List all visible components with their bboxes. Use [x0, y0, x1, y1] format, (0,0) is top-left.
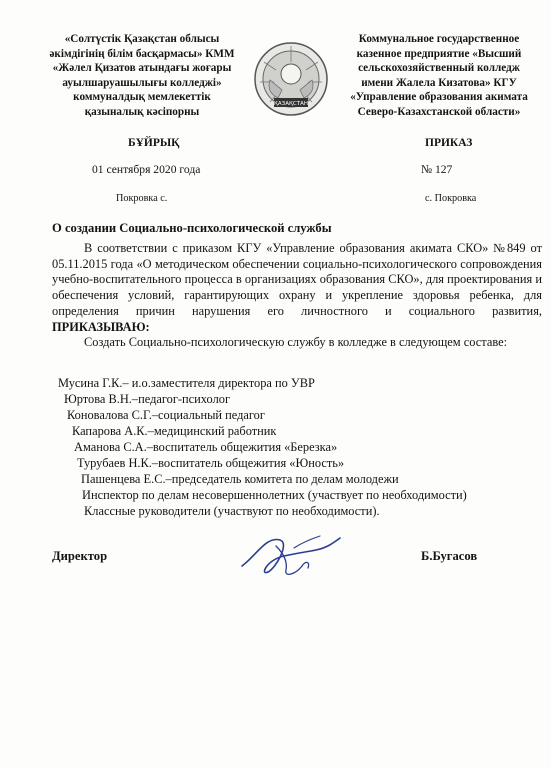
order-date: 01 сентября 2020 года: [92, 163, 201, 176]
composition-paragraph: Создать Социально-психологическую службу в колледже в следующем составе:: [84, 335, 508, 350]
header-right-line: Коммунальное государственное: [358, 33, 520, 45]
order-label-ru: ПРИКАЗ: [425, 137, 473, 149]
header-left-line: коммуналдық мемлекеттік: [73, 91, 211, 103]
header-left-org: [44, 32, 240, 119]
preamble-paragraph: [52, 241, 542, 335]
place-right: с. Покровка: [425, 193, 477, 204]
preamble-text: В соответствии с приказом КГУ «Управление образования акимата СКО» №849 от 05.11.2015 года «О методическом обеспечении социально-психологического сопровождения учебно-воспитательного процесса в организациях образования СКО», для проектирования и обеспечения условий, гарантирующих охрану и укрепление здоровья ребенка, для определения причин нарушения его личностного и социального развития,: [52, 241, 542, 318]
member-item: Мусина Г.К.– и.о.заместителя директора по УВР: [58, 376, 315, 390]
header-left-line: «Солтүстік Қазақстан облысы: [64, 33, 220, 45]
header-right-line: имени Жалела Кизатова» КГУ: [361, 76, 517, 89]
header-right-line: сельскохозяйственный колледж: [358, 62, 520, 74]
member-item: Пашенцева Е.С.–председатель комитета по делам молодежи: [81, 472, 399, 486]
header-left-line: «Жәлел Қизатов атындағы жоғары: [52, 62, 232, 74]
header-left-line: қазыналық кәсіпорны: [84, 105, 200, 118]
header-right-line: Северо-Казахстанской области»: [357, 105, 521, 118]
member-item: Капарова А.К.–медицинский работник: [72, 424, 277, 438]
signature-name: Б.Бугасов: [421, 549, 478, 563]
place-left: Покровка с.: [116, 193, 168, 204]
header-right-line: казенное предприятие «Высший: [356, 47, 522, 60]
order-body: [52, 241, 542, 351]
member-item: Турубаев Н.К.–воспитатель общежития «Юность»: [77, 456, 345, 470]
member-item: Классные руководители (участвуют по необходимости).: [84, 504, 380, 518]
header-left-line: ауылшаруашылығы колледжі»: [62, 76, 222, 89]
header-right-org: [338, 32, 540, 119]
signature-role: Директор: [52, 549, 108, 563]
header-left-line: әкімдігінің білім басқармасы» КММ: [49, 47, 235, 60]
state-emblem-icon: [252, 40, 330, 118]
order-label-kz: БҰЙРЫҚ: [128, 137, 180, 149]
order-number: № 127: [421, 163, 453, 176]
document-title: О создании Социально-психологической службы: [52, 221, 332, 235]
command-word: ПРИКАЗЫВАЮ:: [52, 319, 150, 334]
member-item: Инспектор по делам несовершеннолетних (участвует по необходимости): [82, 488, 467, 502]
header-right-line: «Управление образования акимата: [350, 91, 528, 103]
member-item: Коновалова С.Г.–социальный педагог: [67, 408, 265, 422]
emblem-banner-text: ҚАЗАҚСТАН: [274, 101, 308, 107]
handwritten-signature-icon: [236, 526, 348, 588]
member-item: Юртова В.Н.–педагог-психолог: [64, 392, 231, 406]
member-item: Аманова С.А.–воспитатель общежития «Березка»: [74, 440, 338, 454]
